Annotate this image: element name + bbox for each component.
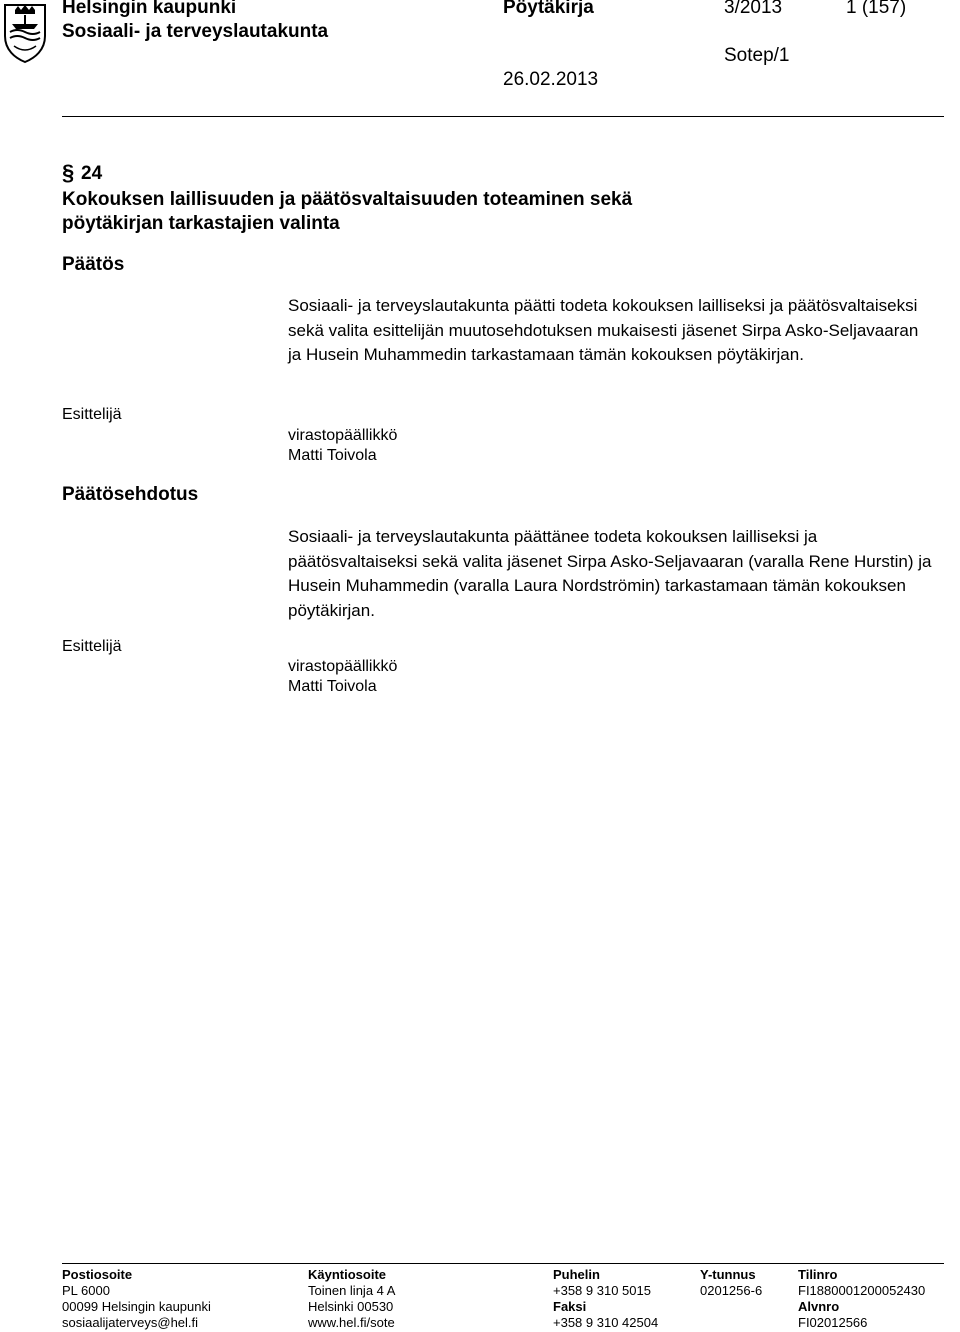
section-reference: Sotep/1 <box>724 45 790 66</box>
footer-tilinro: FI1880001200052430 <box>798 1283 926 1298</box>
section-mark: § <box>62 160 75 185</box>
item-title-line-1: Kokouksen laillisuuden ja päätösvaltaisuuden toteaminen sekä <box>62 189 633 210</box>
footer-alvnro-label: Alvnro <box>798 1299 840 1314</box>
footer-rule <box>62 1263 944 1264</box>
decision-presenter-label: Esittelijä <box>62 406 122 423</box>
meeting-date: 26.02.2013 <box>503 69 599 90</box>
footer-fax: +358 9 310 42504 <box>553 1315 659 1330</box>
footer-phone-label: Puhelin <box>553 1267 600 1282</box>
footer-fax-label: Faksi <box>553 1299 587 1314</box>
footer-ytunnus-label: Y-tunnus <box>700 1267 756 1282</box>
footer-postal-label: Postiosoite <box>62 1267 133 1282</box>
footer-tilinro-label: Tilinro <box>798 1267 838 1282</box>
header-rule <box>62 116 944 117</box>
item-title-line-2: pöytäkirjan tarkastajien valinta <box>62 213 340 234</box>
proposal-presenter-name: Matti Toivola <box>288 678 377 695</box>
decision-text: Sosiaali- ja terveyslautakunta päätti todeta kokouksen lailliseksi ja päätösvaltaiseksi sekä valita esittelijän muutosehdotuksen mukaisesti jäsenet Sirpa Asko-Seljavaaran ja Husein Muhammedin tarkastamaan tämän kokouksen pöytäkirjan. <box>288 296 919 364</box>
footer-visit-1: Toinen linja 4 A <box>308 1283 396 1298</box>
decision-presenter-name: Matti Toivola <box>288 447 377 464</box>
proposal-presenter-title: virastopäällikkö <box>288 658 398 675</box>
footer-ytunnus: 0201256-6 <box>700 1283 763 1298</box>
city-name: Helsingin kaupunki <box>62 0 237 18</box>
footer-alvnro: FI02012566 <box>798 1315 868 1330</box>
proposal-text: Sosiaali- ja terveyslautakunta päättänee todeta kokouksen lailliseksi ja päätösvaltaiseksi sekä valita jäsenet Sirpa Asko-Seljavaaran (varalla Rene Hurstin) ja Husein Muhammedin (varalla Laura Nordströmin) tarkastamaan tämän kokouksen pöytäkirjan. <box>288 527 932 620</box>
footer-postal-2: 00099 Helsingin kaupunki <box>62 1299 211 1314</box>
footer-visit-label: Käyntiosoite <box>308 1267 387 1282</box>
document-type: Pöytäkirja <box>503 0 594 18</box>
footer-visit-2: Helsinki 00530 <box>308 1299 394 1314</box>
footer-website[interactable]: www.hel.fi/sote <box>308 1315 395 1330</box>
meeting-number: 3/2013 <box>724 0 783 18</box>
footer-postal-1: PL 6000 <box>62 1283 110 1298</box>
proposal-presenter-label: Esittelijä <box>62 638 122 655</box>
footer-email[interactable]: sosiaalijaterveys@hel.fi <box>62 1315 199 1330</box>
page-number: 1 (157) <box>846 0 907 18</box>
decision-heading: Päätös <box>62 254 125 275</box>
proposal-heading: Päätösehdotus <box>62 484 199 505</box>
item-number: 24 <box>81 163 103 184</box>
footer-phone: +358 9 310 5015 <box>553 1283 651 1298</box>
helsinki-crest-logo <box>2 2 48 64</box>
board-name: Sosiaali- ja terveyslautakunta <box>62 21 329 42</box>
decision-presenter-title: virastopäällikkö <box>288 427 398 444</box>
